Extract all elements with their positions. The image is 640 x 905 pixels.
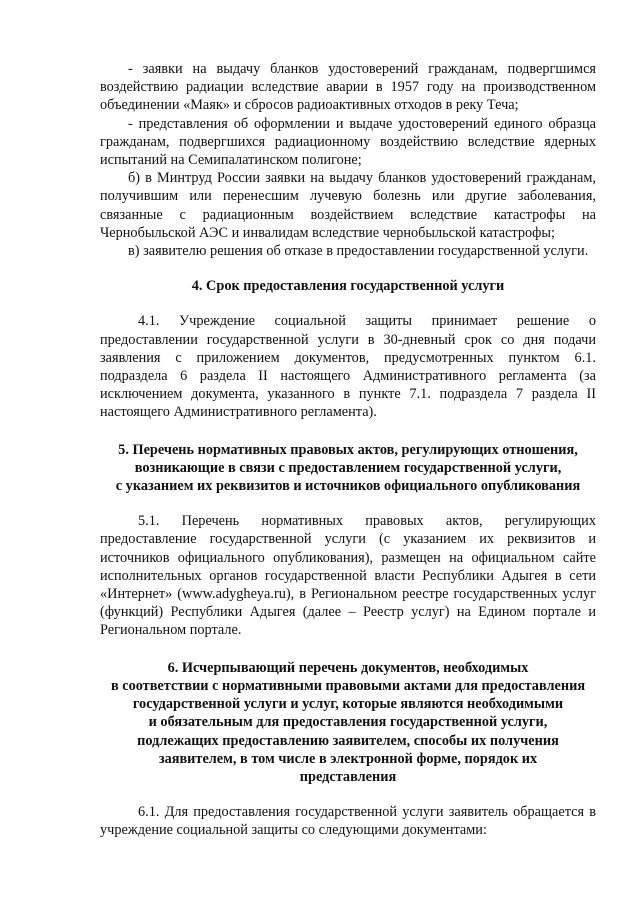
paragraph-5-1: 5.1. Перечень нормативных правовых актов, регулирующих предоставление государственной услуги (с указанием их реквизитов и источников официального опубликования), размещен на официальном сайте исполнительных органов государственной власти Республики Адыгея в сети «Интернет» (www.adygheya.ru), в Региональном реестре государственных услуг (функций) Республики Адыгея (далее – Реестр услуг) на Едином портале и Региональном портале. — [100, 513, 596, 639]
heading-line: заявителем, в том числе в электронной форме, порядок их — [158, 750, 538, 767]
heading-line: возникающие в связи с предоставлением государственной услуги, — [134, 459, 562, 476]
heading-line: с указанием их реквизитов и источников официального опубликования — [115, 478, 581, 495]
document-page — [100, 60, 596, 840]
list-item: - заявки на выдачу бланков удостоверений гражданам, подвергшимся воздействию радиации вследствие аварии в 1957 году на производственном объединении «Маяк» и сбросов радиоактивных отходов в реку Теча; — [100, 61, 596, 114]
section-4-heading — [100, 277, 596, 295]
list-item: б) в Минтруд России заявки на выдачу бланков удостоверений гражданам, получившим или перенесшим лучевую болезнь или другие заболевания, связанные с радиационным воздействием вследствие катастрофы на Чернобыльской АЭС и инвалидам вследствие чернобыльской катастрофы; — [100, 170, 596, 241]
heading-line: 5. Перечень нормативных правовых актов, регулирующих отношения, — [118, 441, 578, 458]
paragraph-6-1: 6.1. Для предоставления государственной услуги заявитель обращается в учреждение социальной защиты со следующими документами: — [100, 804, 596, 839]
heading-line: и обязательным для предоставления государственной услуги, — [148, 714, 548, 731]
list-item: в) заявителю решения об отказе в предоставлении государственной услуги. — [128, 243, 589, 260]
section-6-heading — [100, 659, 596, 786]
heading-line: 6. Исчерпывающий перечень документов, необходимых — [167, 659, 529, 676]
paragraph-4-1: 4.1. Учреждение социальной защиты принимает решение о предоставлении государственной услуги в 30-дневный срок со дня подачи заявления с приложением документов, предусмотренных пунктом 6.1. подраздела 6 раздела II настоящего Административного регламента (за исключением документа, указанного в пункте 7.1. подраздела 7 раздела II настоящего Административного регламента). — [100, 313, 596, 421]
heading-line: в соответствии с нормативными правовыми актами для предоставления — [110, 677, 586, 694]
heading-line: представления — [299, 768, 397, 785]
section-5-heading — [100, 441, 596, 496]
list-item: - представления об оформлении и выдаче удостоверений единого образца гражданам, подвергшихся радиационному воздействию вследствие ядерных испытаний на Семипалатинском полигоне; — [100, 115, 596, 169]
heading-line: подлежащих предоставлению заявителем, способы их получения — [137, 732, 559, 749]
heading-line: 4. Срок предоставления государственной услуги — [191, 278, 505, 295]
heading-line: государственной услуги и услуг, которые являются необходимыми — [132, 696, 564, 713]
